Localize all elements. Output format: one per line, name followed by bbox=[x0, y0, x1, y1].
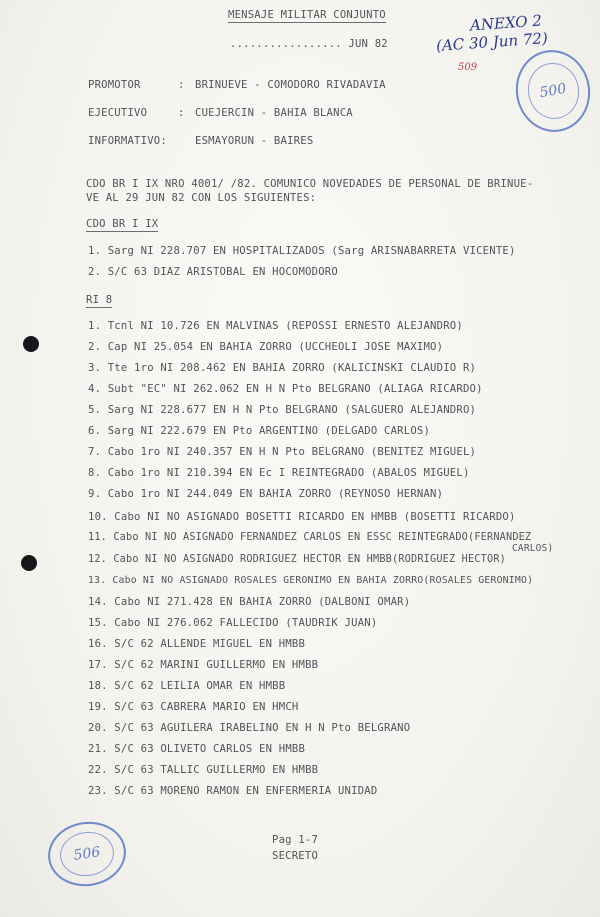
list-item: 15. Cabo NI 276.062 FALLECIDO (TAUDRIK JUAN) bbox=[88, 617, 378, 629]
promotor-value: BRINUEVE - COMODORO RIVADAVIA bbox=[195, 79, 386, 91]
list-item: 2. Cap NI 25.054 EN BAHIA ZORRO (UCCHEOLI JOSE MAXIMO) bbox=[88, 341, 444, 353]
section-heading-cdo: CDO BR I IX bbox=[86, 218, 159, 230]
list-item: 19. S/C 63 CABRERA MARIO EN HMCH bbox=[88, 701, 299, 713]
punch-hole bbox=[23, 336, 39, 352]
annex-label: ANEXO 2 bbox=[469, 11, 543, 35]
informativo-label: INFORMATIVO: bbox=[88, 135, 167, 147]
list-item: 12. Cabo NI NO ASIGNADO RODRIGUEZ HECTOR EN HMBB(RODRIGUEZ HECTOR) bbox=[88, 554, 507, 565]
list-item: 2. S/C 63 DIAZ ARISTOBAL EN HOCOMODORO bbox=[88, 266, 338, 278]
list-item: 4. Subt "EC" NI 262.062 EN H N Pto BELGRANO (ALIAGA RICARDO) bbox=[88, 383, 483, 395]
list-item: 21. S/C 63 OLIVETO CARLOS EN HMBB bbox=[88, 743, 306, 755]
list-item: 17. S/C 62 MARINI GUILLERMO EN HMBB bbox=[88, 659, 319, 671]
list-item: 16. S/C 62 ALLENDE MIGUEL EN HMBB bbox=[88, 638, 306, 650]
list-item: 1. Tcnl NI 10.726 EN MALVINAS (REPOSSI ERNESTO ALEJANDRO) bbox=[88, 320, 463, 332]
list-item: 8. Cabo 1ro NI 210.394 EN Ec I REINTEGRADO (ABALOS MIGUEL) bbox=[88, 467, 470, 479]
ejecutivo-colon: : bbox=[178, 107, 185, 119]
list-item: 5. Sarg NI 228.677 EN H N Pto BELGRANO (SALGUERO ALEJANDRO) bbox=[88, 404, 477, 416]
intro-line-1: CDO BR I IX NRO 4001/ /82. COMUNICO NOVEDADES DE PERSONAL DE BRINUE- bbox=[86, 178, 534, 190]
promotor-label: PROMOTOR bbox=[88, 79, 141, 91]
list-item: 7. Cabo 1ro NI 240.357 EN H N Pto BELGRANO (BENITEZ MIGUEL) bbox=[88, 446, 477, 458]
archive-stamp bbox=[509, 44, 596, 138]
message-date: ................. JUN 82 bbox=[230, 38, 388, 50]
list-item: 13. Cabo NI NO ASIGNADO ROSALES GERONIMO EN BAHIA ZORRO(ROSALES GERONIMO) bbox=[88, 575, 534, 586]
page-number: Pag 1-7 bbox=[272, 834, 319, 846]
ejecutivo-value: CUEJERCIN - BAHIA BLANCA bbox=[195, 107, 353, 119]
list-item: 11. Cabo NI NO ASIGNADO FERNANDEZ CARLOS EN ESSC REINTEGRADO(FERNANDEZ bbox=[88, 532, 532, 543]
list-item: 10. Cabo NI NO ASIGNADO BOSETTI RICARDO EN HMBB (BOSETTI RICARDO) bbox=[88, 511, 516, 523]
punch-hole bbox=[21, 555, 37, 571]
classification-label: SECRETO bbox=[272, 850, 319, 862]
informativo-value: ESMAYORUN - BAIRES bbox=[195, 135, 314, 147]
intro-line-2: VE AL 29 JUN 82 CON LOS SIGUIENTES: bbox=[86, 192, 317, 204]
ejecutivo-label: EJECUTIVO bbox=[88, 107, 148, 119]
list-item: 6. Sarg NI 222.679 EN Pto ARGENTINO (DELGADO CARLOS) bbox=[88, 425, 431, 437]
list-item-overflow: CARLOS) bbox=[512, 543, 554, 554]
list-item: 22. S/C 63 TALLIC GUILLERMO EN HMBB bbox=[88, 764, 319, 776]
list-item: 3. Tte 1ro NI 208.462 EN BAHIA ZORRO (KALICINSKI CLAUDIO R) bbox=[88, 362, 477, 374]
list-item: 18. S/C 62 LEILIA OMAR EN HMBB bbox=[88, 680, 286, 692]
list-item: 23. S/C 63 MORENO RAMON EN ENFERMERIA UNIDAD bbox=[88, 785, 378, 797]
annex-date: (AC 30 Jun 72) bbox=[435, 29, 549, 55]
message-title: MENSAJE MILITAR CONJUNTO bbox=[228, 9, 386, 21]
stamp-number: 500 bbox=[523, 59, 583, 124]
stamp-number: 506 bbox=[57, 828, 116, 879]
list-item: 20. S/C 63 AGUILERA IRABELINO EN H N Pto BELGRANO bbox=[88, 722, 411, 734]
list-item: 14. Cabo NI 271.428 EN BAHIA ZORRO (DALBONI OMAR) bbox=[88, 596, 411, 608]
archive-stamp bbox=[44, 817, 130, 891]
list-item: 1. Sarg NI 228.707 EN HOSPITALIZADOS (Sarg ARISNABARRETA VICENTE) bbox=[88, 245, 516, 257]
stamp-note: 509 bbox=[458, 62, 478, 73]
list-item: 9. Cabo 1ro NI 244.049 EN BAHIA ZORRO (REYNOSO HERNAN) bbox=[88, 488, 444, 500]
section-heading-ri8: RI 8 bbox=[86, 294, 113, 306]
promotor-colon: : bbox=[178, 79, 185, 91]
